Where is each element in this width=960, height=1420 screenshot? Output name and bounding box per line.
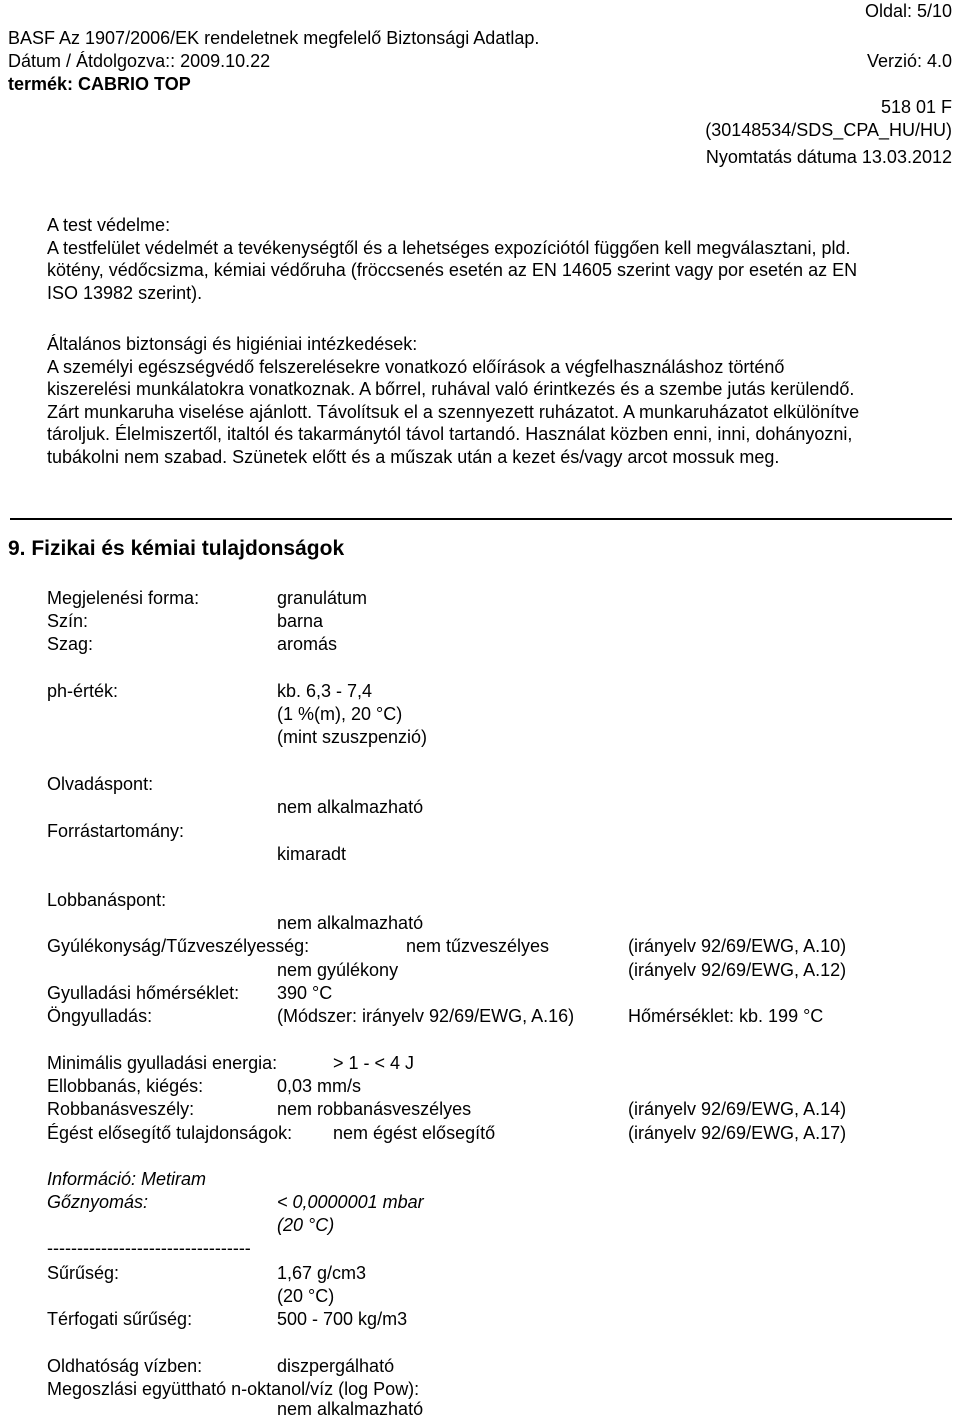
product-name: termék: CABRIO TOP [8, 74, 191, 94]
ph-label: ph-érték: [47, 681, 119, 701]
flash-label: Lobbanáspont: [47, 890, 167, 910]
hygiene-line: tároljuk. Élelmiszertől, italtól és takarmánytól távol tartandó. Használat közben enni, inni, dohányozni, [47, 424, 853, 444]
hygiene-line: kiszerelési munkálatokra vonatkoznak. A bőrrel, ruhával való érintkezés és a szembe jutás kerülendő. [47, 379, 855, 399]
min-ignition-value: > 1 - < 4 J [333, 1053, 415, 1073]
ignition-label: Gyulladási hőmérséklet: [47, 983, 240, 1003]
vapor-pressure-label: Gőznyomás: [47, 1192, 149, 1212]
melting-label: Olvadáspont: [47, 774, 154, 794]
density-value: 1,67 g/cm3 [277, 1263, 367, 1283]
density-label: Sűrűség: [47, 1263, 120, 1283]
min-ignition-label: Minimális gyulladási energia: [47, 1053, 278, 1073]
page-number: Oldal: 5/10 [864, 1, 952, 21]
oxidizing-value: nem égést elősegítő [333, 1123, 496, 1143]
solubility-label: Oldhatóság vízben: [47, 1356, 203, 1376]
body-protection-line: ISO 13982 szerint). [47, 282, 203, 303]
partition-value: nem alkalmazható [277, 1399, 424, 1419]
autoignition-label: Öngyulladás: [47, 1006, 153, 1026]
solubility-value: diszpergálható [277, 1356, 395, 1376]
hygiene-line: A személyi egészségvédő felszerelésekre vonatkozó előírások a végfelhasználáshoz történő [47, 356, 785, 377]
section-title: 9. Fizikai és kémiai tulajdonságok [8, 537, 345, 560]
explosion-ref: (irányelv 92/69/EWG, A.14) [628, 1099, 847, 1119]
flammability-value: nem gyúlékony [277, 960, 399, 980]
ph-value: kb. 6,3 - 7,4 [277, 681, 373, 701]
body-protection-line: kötény, védőcsizma, kémiai védőruha (fröccsenés esetén az EN 14605 szerint vagy por esetén az EN [47, 260, 858, 280]
product-code: 518 01 F [880, 97, 952, 117]
oxidizing-label: Égést elősegítő tulajdonságok: [47, 1123, 293, 1143]
burn-rate-value: 0,03 mm/s [277, 1076, 362, 1096]
bulk-density-label: Térfogati sűrűség: [47, 1309, 193, 1329]
burn-rate-label: Ellobbanás, kiégés: [47, 1076, 204, 1096]
boiling-label: Forrástartomány: [47, 821, 185, 841]
body-protection-line: A testfelület védelmét a tevékenységtől és a lehetséges expozíciótól függően kell megválasztani, pld. [47, 237, 851, 258]
odor-value: aromás [277, 634, 338, 654]
vapor-pressure-condition: (20 °C) [277, 1215, 335, 1235]
autoignition-temp: Hőmérséklet: kb. 199 °C [628, 1006, 824, 1026]
print-date: Nyomtatás dátuma 13.03.2012 [705, 147, 952, 167]
oxidizing-ref: (irányelv 92/69/EWG, A.17) [628, 1123, 847, 1143]
hygiene-line: Zárt munkaruha viselése ajánlott. Távolítsuk el a szennyezett ruházatot. A munkaruházatot elkülönítve [47, 401, 860, 422]
autoignition-method: (Módszer: irányelv 92/69/EWG, A.16) [277, 1006, 575, 1026]
flammability-label: Gyúlékonyság/Tűzveszélyesség: [47, 936, 310, 956]
ignition-value: 390 °C [277, 983, 333, 1003]
section-divider [10, 518, 952, 520]
ph-condition: (mint szuszpenzió) [277, 727, 428, 747]
color-value: barna [277, 611, 324, 631]
body-protection-section [47, 214, 952, 304]
hygiene-heading: Általános biztonsági és higiéniai intézkedések: [47, 334, 418, 354]
boiling-value: kimaradt [277, 844, 347, 864]
separator: ---------------------------------- [47, 1238, 251, 1258]
document-title: BASF Az 1907/2006/EK rendeletnek megfelelő Biztonsági Adatlap. [8, 28, 540, 48]
info-label: Információ: Metiram [47, 1169, 207, 1189]
partition-label: Megoszlási együttható n-oktanol/víz (log Pow): [47, 1379, 420, 1399]
odor-label: Szag: [47, 634, 94, 654]
version: Verzió: 4.0 [866, 51, 952, 71]
form-label: Megjelenési forma: [47, 588, 200, 608]
flammability-ref: (irányelv 92/69/EWG, A.12) [628, 960, 847, 980]
flammability-ref: (irányelv 92/69/EWG, A.10) [628, 936, 847, 956]
explosion-label: Robbanásveszély: [47, 1099, 195, 1119]
hygiene-line: tubákolni nem szabad. Szünetek előtt és a műszak után a kezet és/vagy arcot mossuk meg. [47, 446, 780, 467]
color-label: Szín: [47, 611, 89, 631]
bulk-density-value: 500 - 700 kg/m3 [277, 1309, 408, 1329]
revision-date: Dátum / Átdolgozva:: 2009.10.22 [8, 51, 271, 71]
density-condition: (20 °C) [277, 1286, 335, 1306]
vapor-pressure-value: < 0,0000001 mbar [277, 1192, 424, 1212]
form-value: granulátum [277, 588, 368, 608]
body-protection-heading: A test védelme: [47, 215, 171, 235]
ph-condition: (1 %(m), 20 °C) [277, 704, 403, 724]
hygiene-section [47, 333, 952, 468]
explosion-value: nem robbanásveszélyes [277, 1099, 472, 1119]
flammability-value: nem tűzveszélyes [406, 936, 550, 956]
melting-value: nem alkalmazható [277, 797, 424, 817]
flash-value: nem alkalmazható [277, 913, 424, 933]
sds-id: (30148534/SDS_CPA_HU/HU) [705, 120, 952, 140]
